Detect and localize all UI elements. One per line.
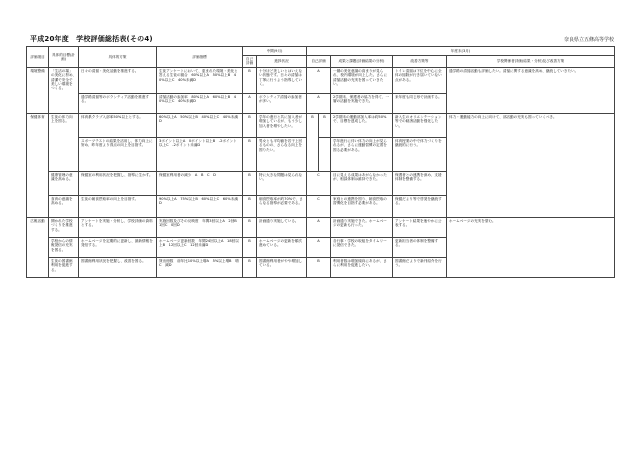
row-improve: 来年度も同じ形で計画する。 bbox=[393, 93, 447, 113]
table-row bbox=[27, 217, 615, 237]
evaluation-table bbox=[26, 46, 615, 278]
row-improve: 保護者との連携を深め、支援体制を整備する。 bbox=[393, 171, 447, 195]
row-measure: 日々の清掃・美化活動を推進する。 bbox=[79, 67, 157, 93]
row-improve: トイレ清掃は下位を中心に全体の掃除が行き届いていない点がある。 bbox=[393, 67, 447, 93]
col-progress: 進捗状況 bbox=[257, 56, 307, 68]
row-progress: 特に大きな問題は見られない。 bbox=[257, 171, 307, 195]
row-improve: 新入生のオリエンテーション等での勧誘活動を強化したい。 bbox=[393, 113, 447, 137]
col-indicator: 評価指標 bbox=[157, 47, 243, 68]
header-row-1 bbox=[27, 47, 615, 56]
row-mid-eval: B bbox=[243, 237, 257, 257]
row-mid-eval: B bbox=[243, 217, 257, 237]
row-measure: スポーツテストの結果を活用し、体力向上に努め、昨年度より得点の向上を目指す。 bbox=[79, 137, 157, 171]
row-measure: ホームページを定期的に更新し、最新情報を発信する。 bbox=[79, 237, 157, 257]
row-measure: 体育系クラブ入部率50%以上とする。 bbox=[79, 113, 157, 137]
col-interim-group: 中間(9月) bbox=[243, 47, 307, 56]
row-result: 計画通り実施できた。ホームページの更新も行った。 bbox=[331, 217, 393, 237]
row-school-eval: 通学路の清掃活動も評価したい。清掃に関する意識を高め、継続していきたい。 bbox=[447, 67, 615, 113]
row-item: 環境整備 bbox=[27, 67, 49, 113]
page-title: 平成20年度 学校評価総括表(その4) bbox=[30, 35, 153, 43]
row-end-eval: C bbox=[307, 195, 331, 217]
row-progress: 計画通り実施している。 bbox=[257, 217, 307, 237]
row-result: 一層の美化意識の高まりが見られ、校内環境が向上した。さらに清掃活動の充実を図っていきたい。 bbox=[331, 67, 393, 93]
row-progress: ボランティア清掃の参加者が多い。 bbox=[257, 93, 307, 113]
row-result: 2学期末、保護者の協力を得て、一層の活動を実施できた。 bbox=[331, 93, 393, 113]
row-mid-eval: B bbox=[243, 171, 257, 195]
row-school-eval: ホームページの充実を望む。 bbox=[447, 217, 615, 277]
col-result-eval: 自己評価 bbox=[307, 56, 331, 68]
row-result: 家庭との連携を図り、朝食摂取の習慣化を目指す必要がある。 bbox=[331, 195, 393, 217]
row-mid-eval: B bbox=[243, 137, 257, 171]
row-end-eval: B bbox=[307, 113, 319, 171]
row-result: 各行事・学校の取組をタイムリーに発信できた。 bbox=[331, 237, 393, 257]
table-row bbox=[27, 67, 615, 93]
row-goal: 生徒の体力向上を図る。 bbox=[49, 113, 79, 171]
col-measure: 具体的方策 bbox=[79, 47, 157, 68]
col-annual-group: 年度末(3月) bbox=[307, 47, 615, 56]
col-self-eval: 自己評価 bbox=[243, 56, 257, 68]
row-end-eval: A bbox=[307, 93, 331, 113]
row-goal: 開かれた学校づくりを推進する。 bbox=[49, 217, 79, 237]
row-indicator: 実施回数及びその反映度 年間3回以上A 2回B 1回C 0回D bbox=[157, 217, 243, 237]
row-progress: 図書館利用者がやや増加している。 bbox=[257, 257, 307, 277]
col-improve: 改善方策等 bbox=[393, 56, 447, 68]
row-indicator: 清掃活動の参加率 80%以上A 60%以上B 40%以上C 40%未満D bbox=[157, 93, 243, 113]
col-goal: 具体的目標(計画) bbox=[49, 47, 79, 68]
row-indicator: 貸出冊数 前年比10%以上増A 5%以上増B 増C 減D bbox=[157, 257, 243, 277]
row-indicator: 保健室利用者の減少 A B C D bbox=[157, 171, 243, 195]
row-goal: 「生活の場」の美化に努め、清潔で安全で美しい環境をつくる。 bbox=[49, 67, 79, 113]
row-goal: 学校からの情報発信の充実を図る。 bbox=[49, 237, 79, 257]
row-end-eval-sub: B bbox=[319, 113, 331, 137]
row-indicator: 3ポイント以上A 0ポイント以上B -2ポイント以上C -2ポイント未満D bbox=[157, 137, 243, 171]
row-goal: 食育の意識を高める。 bbox=[49, 195, 79, 217]
row-result: 目に見える成果はあがらなかったが、相談体制は維持できた。 bbox=[331, 171, 393, 195]
row-mid-eval: B bbox=[243, 67, 257, 93]
row-item: 広報活動 bbox=[27, 217, 49, 277]
row-improve: 体育授業の中で体力づくりを継続的に行う。 bbox=[393, 137, 447, 171]
row-goal: 生徒の図書館利用を促進する。 bbox=[49, 257, 79, 277]
row-progress: 朝食摂取率が約70%で、さらなる指導が必要である。 bbox=[257, 195, 307, 217]
row-end-eval: A bbox=[307, 237, 331, 257]
row-measure: アンケートを実施・分析し、学校評価の資料とする。 bbox=[79, 217, 157, 237]
row-measure: 保健室の利用状況を把握し、指導に生かす。 bbox=[79, 171, 157, 195]
row-indicator: ホームページ更新回数 年間24回以上A 18回以上B 12回以上C 12回未満D bbox=[157, 237, 243, 257]
row-end-eval: B bbox=[307, 257, 331, 277]
row-mid-eval: A bbox=[243, 93, 257, 113]
row-improve: アンケート結果を速やかに公表する。 bbox=[393, 217, 447, 237]
row-blank bbox=[319, 137, 331, 171]
col-school-eval: 学校関係者評価(結果・分析)及び改善方策 bbox=[447, 56, 615, 68]
row-measure: 通学路清掃等のボランティア活動を推進する。 bbox=[79, 93, 157, 113]
row-mid-eval: B bbox=[243, 113, 257, 137]
school-name: 奈良県立五條高等学校 bbox=[563, 37, 614, 43]
col-item: 評価項目 bbox=[27, 47, 49, 68]
row-progress: ホームページの更新を順次進めている。 bbox=[257, 237, 307, 257]
row-result: 学年進行に伴い体力の向上が見られるが、さらに運動習慣の定着を図る必要がある。 bbox=[331, 137, 393, 171]
row-result: 利用者数は増加傾向にあるが、さらに利用を促進したい。 bbox=[331, 257, 393, 277]
row-result: 2学期末の運動部加入率は約50%で、目標を達成した。 bbox=[331, 113, 393, 137]
row-improve: 図書館だよりで新刊紹介を行う。 bbox=[393, 257, 447, 277]
row-measure: 図書館利用状況を把握し、改善を図る。 bbox=[79, 257, 157, 277]
row-item: 保健体育 bbox=[27, 113, 49, 217]
table-row bbox=[27, 113, 615, 137]
row-mid-eval: B bbox=[243, 195, 257, 217]
row-mid-eval: B bbox=[243, 257, 257, 277]
row-improve: 保健だより等で啓発を継続する。 bbox=[393, 195, 447, 217]
row-progress: 学年の進行と共に加入者が増加しているが、もう少し加入者を増やしたい。 bbox=[257, 113, 307, 137]
row-school-eval: 体力・運動能力の向上に向けて、部活動の充実も図っていくべき。 bbox=[447, 113, 615, 217]
row-goal: 健康管理の意識を高める。 bbox=[49, 171, 79, 195]
row-measure: 生徒の朝食摂取率の向上を目指す。 bbox=[79, 195, 157, 217]
row-progress: 十分ほど美しいとはいえない状態です。日々の清掃は丁寧に行うよう指導していく。 bbox=[257, 67, 307, 93]
row-improve: 更新担当者の体制を整備する。 bbox=[393, 237, 447, 257]
row-end-eval: A bbox=[307, 217, 331, 237]
row-end-eval: A bbox=[307, 67, 331, 93]
row-end-eval: C bbox=[307, 171, 331, 195]
row-indicator: 60%以上A 50%以上B 40%以上C 40%未満D bbox=[157, 113, 243, 137]
row-progress: 男女とも平均値を若干上回るものの、さらなる向上を図りたい。 bbox=[257, 137, 307, 171]
row-indicator: 生徒アンケートにおいて、恵まれた環境・美化と答える生徒の割合 60%以上A 50%以上B 40%以上C 40%未満D bbox=[157, 67, 243, 93]
col-result-issue: 成果と課題(評価結果の分析) bbox=[331, 56, 393, 68]
row-indicator: 90%以上A 75%以上B 60%以上C 60%未満D bbox=[157, 195, 243, 217]
